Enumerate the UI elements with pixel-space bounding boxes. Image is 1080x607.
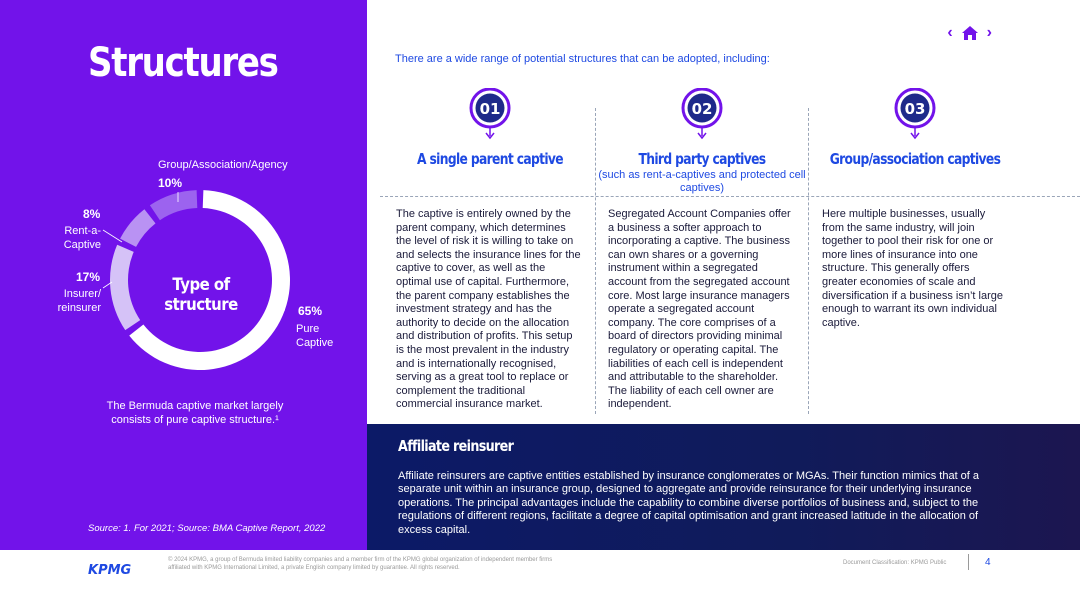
number-badge [893, 88, 937, 140]
badge-circle-icon [680, 88, 724, 140]
affiliate-panel [367, 424, 1080, 550]
left-note: The Bermuda captive market largely consists of pure captive structure.¹ [106, 400, 284, 426]
column-subtitle: (such as rent-a-captives and protected cell captives) [598, 169, 806, 194]
intro-text: There are a wide range of potential structures that can be adopted, including: [395, 53, 770, 65]
home-icon[interactable] [961, 25, 979, 41]
donut-slice-insurer-reinsurer [110, 245, 140, 330]
column-title: Group/association captives [829, 150, 1001, 168]
number-badge [680, 88, 724, 140]
kpmg-logo-text: KPMG [88, 563, 132, 578]
footer-copyright: © 2024 KPMG, a group of Bermuda limited liability companies and a member firm of the KPMG global organization of independent member firms affiliated with KPMG International Limited, a private English company limited by guarantee. All rights reserved. [168, 557, 553, 571]
footer-classification: Document Classification: KPMG Public [843, 560, 947, 566]
badge-number: 01 [479, 100, 501, 118]
column-2-body: Segregated Account Companies offer a business a softer approach to incorporating a captive. The business can own shares or a governing instrument within a segregated account from the segregated account core. Most large insurance managers operate a segregated account company. The core comprises of a board of directors providing minimal regulatory or operating capital. The liabilities of each cell is independent and attributable to the shareholder. The liability of each cell owner are independent. [608, 208, 791, 411]
page-title: Structures [88, 40, 278, 86]
rent-a-captive-label-line2: Captive [63, 239, 101, 251]
group-pct: 10% [158, 176, 183, 190]
structure-column-3 [810, 88, 1020, 168]
leader-line [103, 230, 122, 242]
column-title: A single parent captive [417, 150, 563, 168]
badge-number: 03 [904, 100, 926, 118]
donut-center-label: Type of structure [164, 275, 238, 315]
column-1-body: The captive is entirely owned by the parent company, which determines the level of risk it is willing to take on and selects the insurance lines for the captive to cover, as well as the optimal use of capital. Furthermore, the parent company establishes the investment strategy and has the authority to decide on the allocation and distribution of profits. This setup is the most prevalent in the industry and is internationally recognised, serving as a great tool to replace or complement the traditional commercial insurance market. [396, 208, 581, 411]
badge-circle-icon [893, 88, 937, 140]
column-3-body: Here multiple businesses, usually from the same industry, will join together to pool their risk for one or more lines of insurance into one structure. This generally offers greater economies of scale and diversification if a business isn’t large enough to warrant its own individual captive. [822, 208, 1003, 329]
donut-slice-group-association-agency [150, 190, 197, 220]
rent-a-captive-label [56, 224, 101, 252]
structure-donut-chart [0, 150, 367, 400]
footer [0, 550, 1080, 607]
insurer-pct: 17% [76, 270, 101, 284]
column-title: Third party captives [638, 150, 766, 168]
badge-number: 02 [691, 100, 713, 118]
pure-captive-label-line2: Captive [296, 337, 334, 349]
chevron-left-icon[interactable]: ‹ [947, 24, 953, 41]
kpmg-logo [88, 560, 134, 578]
pure-captive-label-line1: Pure [296, 323, 320, 335]
pure-captive-label [296, 322, 333, 350]
insurer-label [56, 287, 101, 315]
left-source: Source: 1. For 2021; Source: BMA Captive Report, 2022 [88, 523, 326, 534]
insurer-label-line1: Insurer/ [63, 288, 101, 300]
footer-separator [968, 554, 969, 570]
badge-circle-icon [468, 88, 512, 140]
column-divider [808, 108, 809, 414]
column-divider [595, 108, 596, 414]
rent-a-captive-pct: 8% [83, 207, 101, 221]
affiliate-text: Affiliate reinsurers are captive entities established by insurance conglomerates or MGAs. Their function mimics that of a separate unit within an insurance group, designed to aggregate and provide reinsurance for their underlying insurance operations. The principal advantages include the capability to combine diverse portfolios of business and, subject to the regulations of different regions, facilitate a degree of capital optimisation and grant increased latitude in the allocation of excess capital. [398, 470, 980, 536]
slide-nav [947, 24, 992, 42]
insurer-label-line2: reinsurer [57, 302, 101, 314]
chevron-right-icon[interactable]: › [986, 24, 992, 41]
structure-column-1 [385, 88, 595, 168]
affiliate-title: Affiliate reinsurer [398, 437, 514, 455]
left-panel [0, 0, 367, 550]
page-number: 4 [985, 557, 991, 568]
structure-column-2 [597, 88, 807, 195]
group-label: Group/Association/Agency [158, 159, 288, 171]
pure-captive-pct: 65% [298, 304, 323, 318]
header-divider [380, 196, 1080, 197]
rent-a-captive-label-line1: Rent-a- [64, 225, 101, 237]
number-badge [468, 88, 512, 140]
donut-slice-rent-a-captive [120, 209, 155, 247]
